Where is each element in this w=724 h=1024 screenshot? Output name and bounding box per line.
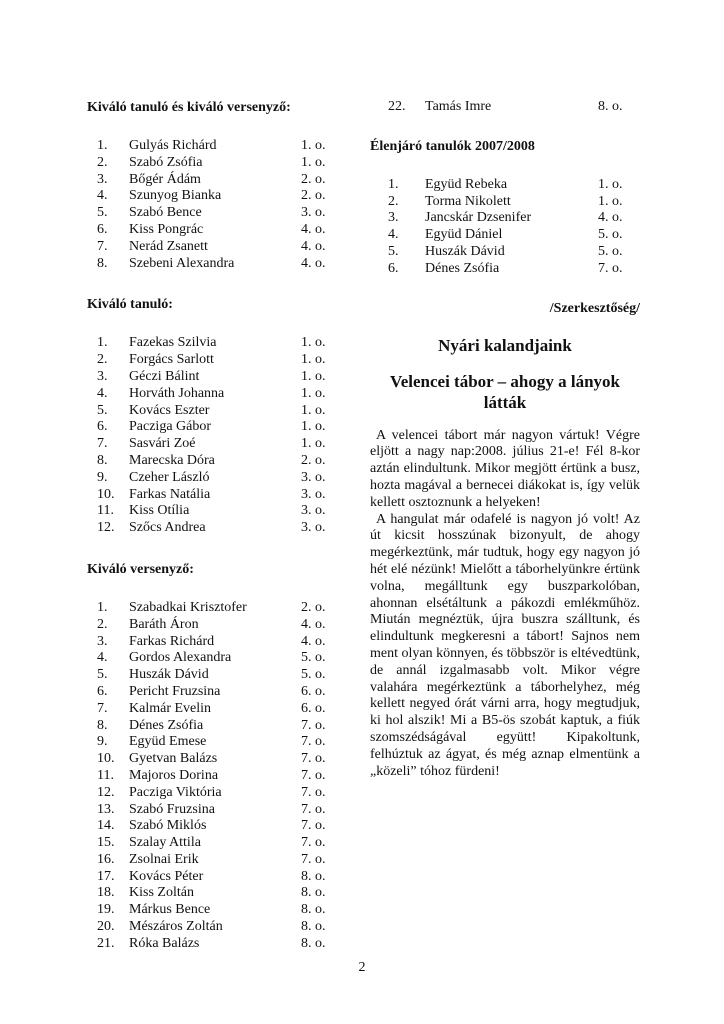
list-item: 14. Szabó Miklós 7. o. <box>97 818 326 834</box>
list-item: 18. Kiss Zoltán 8. o. <box>97 885 326 901</box>
list-item: 6. Dénes Zsófia 7. o. <box>388 260 623 276</box>
list-item: 8. Szebeni Alexandra 4. o. <box>97 255 326 271</box>
excellent-competitor-list <box>87 600 347 953</box>
signature: /Szerkesztőség/ <box>549 300 640 316</box>
list-item: 3. Farkas Richárd 4. o. <box>97 633 326 649</box>
list-item: 5. Szabó Bence 3. o. <box>97 205 326 221</box>
list-item: 7. Nerád Zsanett 4. o. <box>97 238 326 254</box>
excellent-student-list <box>87 335 347 537</box>
list-item: 6. Pacziga Gábor 1. o. <box>97 419 326 435</box>
article-title: Nyári kalandjaink <box>438 335 572 355</box>
list-item: 1. Fazekas Szilvia 1. o. <box>97 335 326 351</box>
right-column <box>370 99 640 780</box>
list-item: 7. Sasvári Zoé 1. o. <box>97 436 326 452</box>
list-item: 7. Kalmár Evelin 6. o. <box>97 700 326 716</box>
list-item: 19. Márkus Bence 8. o. <box>97 902 326 918</box>
section-heading-excellent-student-and-competitor: Kiváló tanuló és kiváló versenyző: <box>87 100 291 115</box>
list-item: 15. Szalay Attila 7. o. <box>97 835 326 851</box>
section-heading-leading-students: Élenjáró tanulók 2007/2008 <box>370 138 535 154</box>
list-item: 2. Torma Nikolett 1. o. <box>388 193 623 209</box>
list-item: 2. Baráth Áron 4. o. <box>97 616 326 632</box>
article-paragraph: A hangulat már odafelé is nagyon jó volt! Az út kicsit hosszúnak bizonyult, de ahogy megérkeztünk, már tudtuk, hogy egy nagyon jó hét elé nézünk! Mielőtt a táborhelyünkre értünk volna, megálltunk egy buszparkolóban, ahonnan elsétáltunk a pákozdi emlékműhöz. Miután megnéztük, újra buszra szálltunk, és elindultunk megkeresni a tábort! Sajnos nem ment olyan könnyen, és többször is eltévedtünk, de annál izgalmasabb volt. Mikor végre valahára megérkeztünk a táborhelyhez, még kellett negyed órát várni arra, hogy megtudjuk, ki hol alszik! Mi a B5-ös szobát kaptuk, a fiúk szomszédságával együtt! Kipakoltunk, felhúztuk az ágyat, és még aznap elmentünk a „közeli” tóhoz fürdeni! <box>370 511 640 779</box>
list-item: 12. Pacziga Viktória 7. o. <box>97 784 326 800</box>
article-paragraph: A velencei tábort már nagyon vártuk! Végre eljött a nagy nap:2008. július 21-e! Fél 8-kor aztán elindultunk. Mikor megjött értünk a busz, hozta magával a bernecei diákokat is, így velük kellett osztoznunk a helyeken! <box>370 427 640 510</box>
list-item: 4. Együd Dániel 5. o. <box>388 227 623 243</box>
section-heading-excellent-student: Kiváló tanuló: <box>87 297 173 313</box>
list-item: 11. Majoros Dorina 7. o. <box>97 767 326 783</box>
list-item: 3. Bőgér Ádám 2. o. <box>97 171 326 187</box>
excellent-competitor-list-continued <box>370 99 640 116</box>
list-item: 4. Horváth Johanna 1. o. <box>97 385 326 401</box>
list-item: 11. Kiss Otília 3. o. <box>97 503 326 519</box>
left-column <box>87 99 347 953</box>
leading-students-list <box>370 177 640 278</box>
list-item: 20. Mészáros Zoltán 8. o. <box>97 919 326 935</box>
article-subtitle: Velencei tábor – ahogy a lányok látták <box>390 371 620 412</box>
list-item: 16. Zsolnai Erik 7. o. <box>97 851 326 867</box>
list-item: 12. Szőcs Andrea 3. o. <box>97 520 326 536</box>
list-item: 4. Szunyog Bianka 2. o. <box>97 188 326 204</box>
section-heading-excellent-competitor: Kiváló versenyző: <box>87 561 194 577</box>
list-item: 1. Együd Rebeka 1. o. <box>388 176 623 192</box>
list-item: 6. Kiss Pongrác 4. o. <box>97 221 326 237</box>
list-item: 21. Róka Balázs 8. o. <box>97 935 326 951</box>
list-item: 8. Marecska Dóra 2. o. <box>97 452 326 468</box>
list-item: 1. Gulyás Richárd 1. o. <box>97 138 326 153</box>
list-item: 5. Kovács Eszter 1. o. <box>97 402 326 418</box>
list-item: 22. Tamás Imre 8. o. <box>388 99 623 114</box>
list-item: 1. Szabadkai Krisztofer 2. o. <box>97 599 326 615</box>
list-item: 3. Jancskár Dzsenifer 4. o. <box>388 210 623 226</box>
list-item: 4. Gordos Alexandra 5. o. <box>97 650 326 666</box>
list-item: 2. Szabó Zsófia 1. o. <box>97 154 326 170</box>
list-item: 6. Pericht Fruzsina 6. o. <box>97 683 326 699</box>
list-item: 5. Huszák Dávid 5. o. <box>388 243 623 259</box>
page-number: 2 <box>358 960 366 975</box>
list-item: 5. Huszák Dávid 5. o. <box>97 667 326 683</box>
list-item: 17. Kovács Péter 8. o. <box>97 868 326 884</box>
list-item: 3. Géczi Bálint 1. o. <box>97 368 326 384</box>
list-item: 8. Dénes Zsófia 7. o. <box>97 717 326 733</box>
list-item: 13. Szabó Fruzsina 7. o. <box>97 801 326 817</box>
list-item: 9. Czeher László 3. o. <box>97 469 326 485</box>
list-item: 10. Farkas Natália 3. o. <box>97 486 326 502</box>
list-item: 10. Gyetvan Balázs 7. o. <box>97 751 326 767</box>
list-item: 9. Együd Emese 7. o. <box>97 734 326 750</box>
list-item: 2. Forgács Sarlott 1. o. <box>97 352 326 368</box>
excellent-student-and-competitor-list <box>87 138 347 272</box>
